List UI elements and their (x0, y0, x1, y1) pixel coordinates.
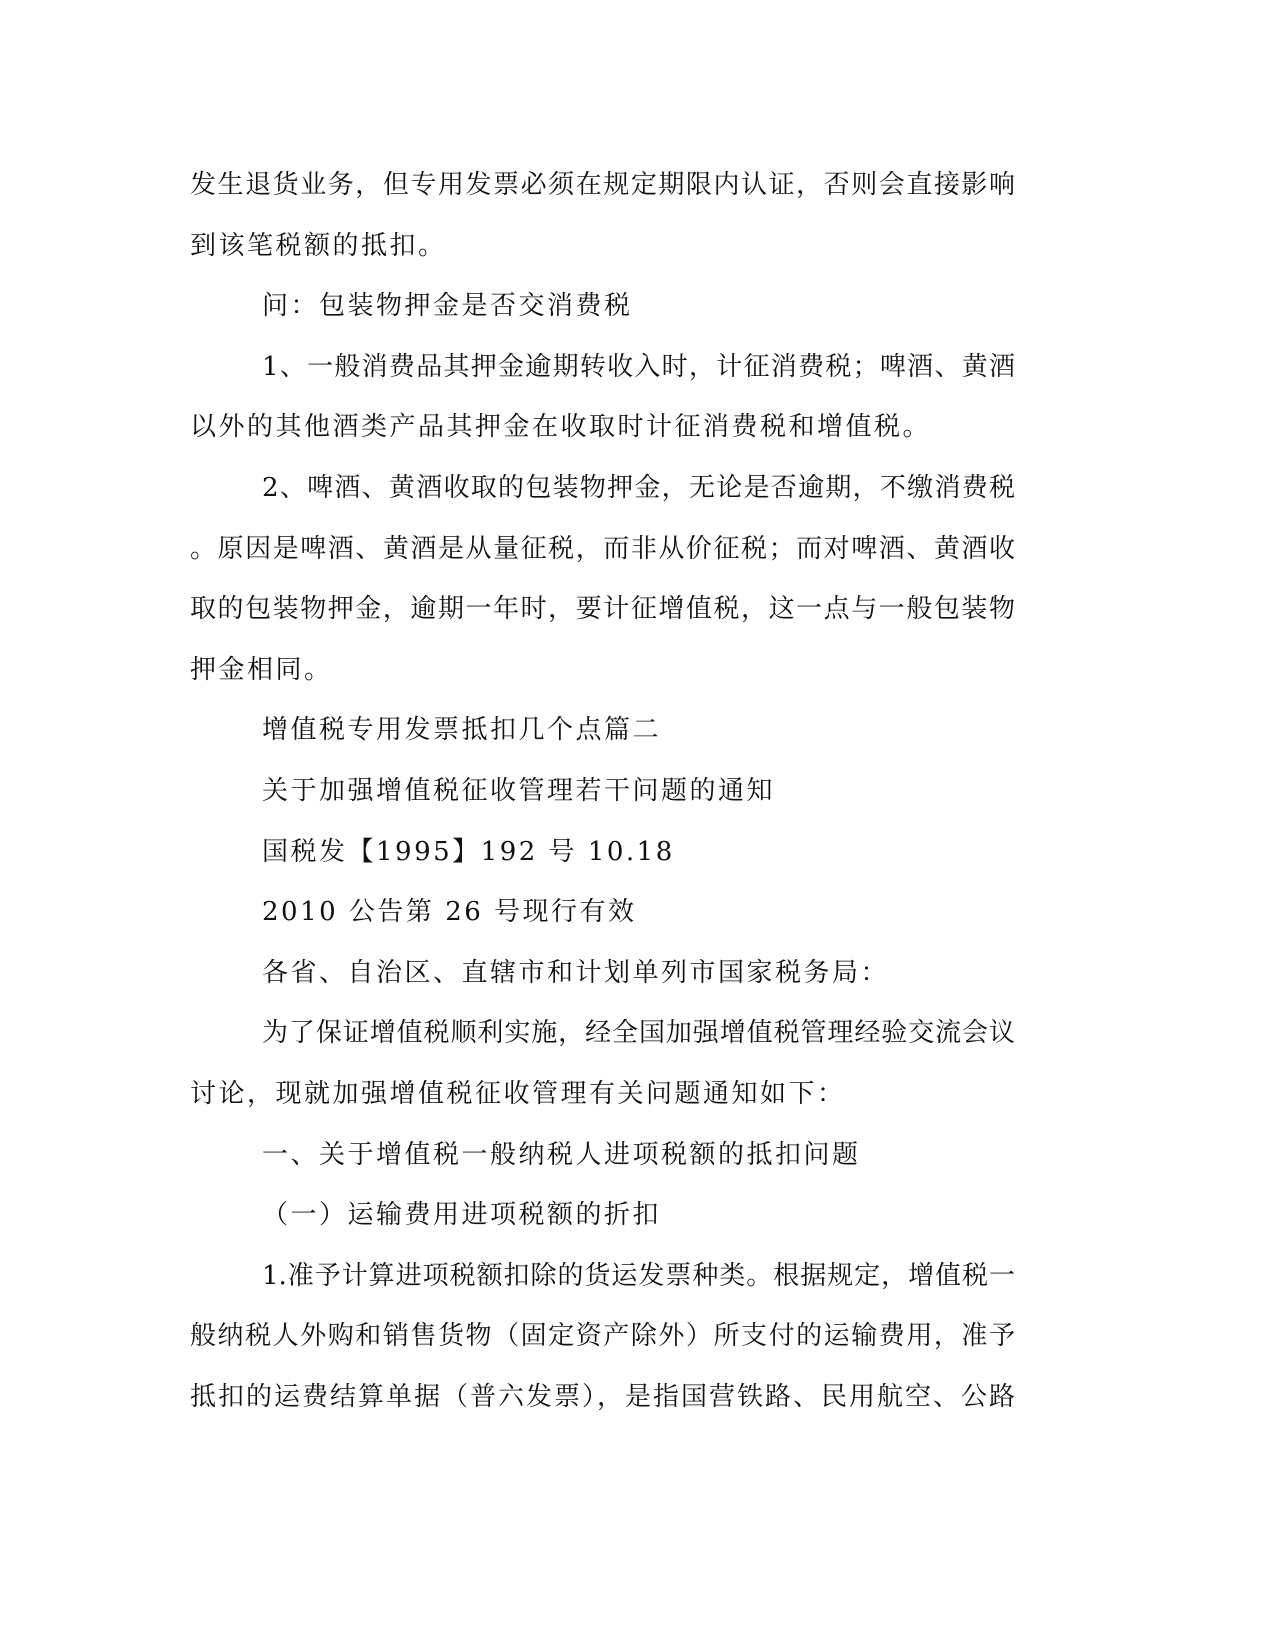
subheading-1 (0, 1125, 1275, 1186)
paragraph-intro (0, 1003, 1275, 1124)
addressee (0, 943, 1275, 1004)
text-line: 以外的其他酒类产品其押金在收取时计征消费税和增值税。 (190, 412, 932, 443)
paragraph-item-1 (0, 1246, 1275, 1428)
paragraph-question (0, 276, 1275, 337)
text-line: 般纳税人外购和销售货物（固定资产除外）所支付的运输费用，准予 (190, 1321, 1015, 1352)
text-line: 取的包装物押金，逾期一年时，要计征增值税，这一点与一般包装物 (190, 594, 1015, 625)
text-line: 一、关于增值税一般纳税人进项税额的抵扣问题 (262, 1139, 861, 1170)
text-line: 发生退货业务，但专用发票必须在规定期限内认证，否则会直接影响 (190, 170, 1015, 200)
document-body (0, 155, 1275, 1427)
text-line: 抵扣的运费结算单据（普六发票），是指国营铁路、民用航空、公路 (190, 1381, 1015, 1412)
text-line: （一）运输费用进项税额的折扣 (262, 1200, 662, 1231)
text-line: 2010 公告第 26 号现行有效 (262, 897, 637, 928)
document-number (0, 822, 1275, 883)
text-line: 为了保证增值税顺利实施，经全国加强增值税管理经验交流会议 (262, 1018, 1015, 1049)
text-line: 问：包装物押金是否交消费税 (262, 291, 633, 322)
text-line: 押金相同。 (190, 654, 333, 685)
text-line: 关于加强增值税征收管理若干问题的通知 (262, 775, 776, 806)
subheading-1-1 (0, 1185, 1275, 1246)
section-heading (0, 700, 1275, 761)
text-line: 国税发【1995】192 号 10.18 (262, 836, 675, 867)
text-line: 1、一般消费品其押金逾期转收入时，计征消费税；啤酒、黄酒 (262, 351, 1015, 382)
paragraph-answer-1 (0, 337, 1275, 458)
text-line: 到该笔税额的抵扣。 (190, 230, 447, 261)
text-line: 。原因是啤酒、黄酒是从量征税，而非从价征税；而对啤酒、黄酒收 (190, 533, 1015, 564)
notice-title (0, 761, 1275, 822)
validity-note (0, 882, 1275, 943)
text-line: 各省、自治区、直辖市和计划单列市国家税务局： (262, 957, 890, 988)
text-line: 1.准予计算进项税额扣除的货运发票种类。根据规定，增值税一 (262, 1260, 1015, 1291)
paragraph-answer-2 (0, 458, 1275, 700)
text-line: 增值税专用发票抵扣几个点篇二 (262, 715, 662, 746)
text-line: 2、啤酒、黄酒收取的包装物押金，无论是否逾期，不缴消费税 (262, 472, 1015, 503)
paragraph-continuation (0, 155, 1275, 276)
text-line: 讨论，现就加强增值税征收管理有关问题通知如下： (190, 1078, 846, 1109)
